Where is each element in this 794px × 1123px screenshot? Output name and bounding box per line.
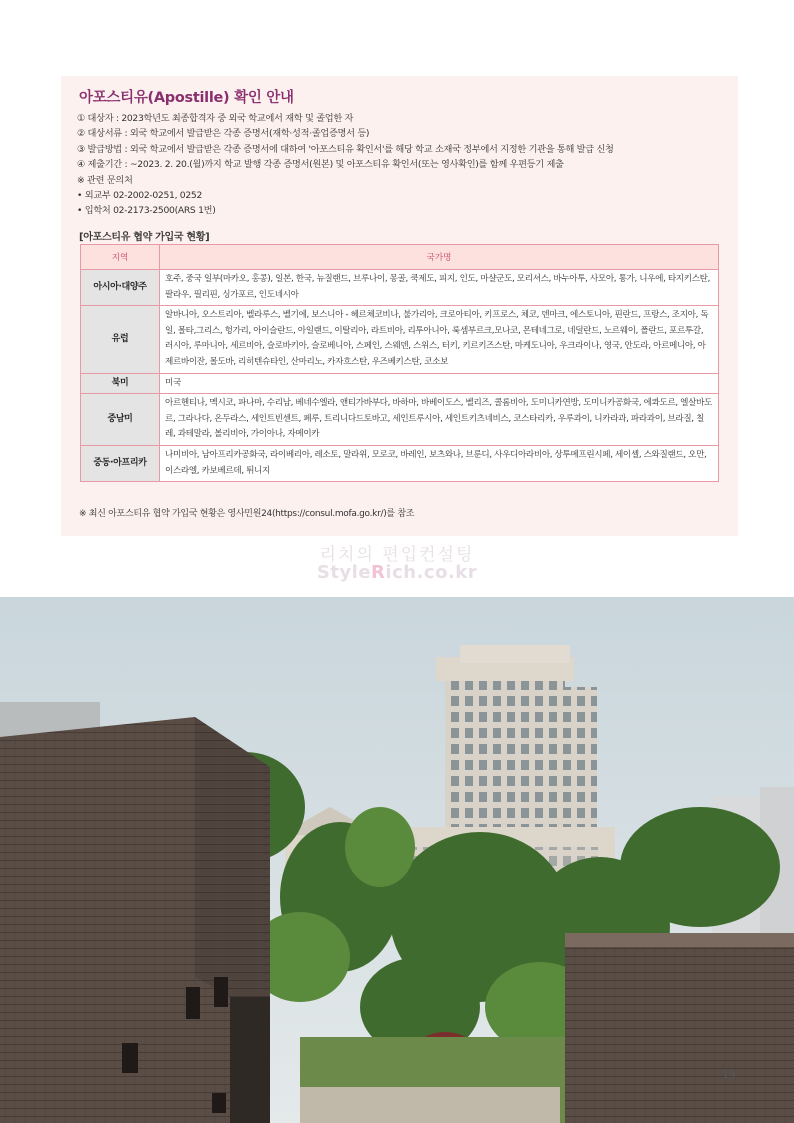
notice-info bbox=[77, 111, 727, 219]
table-header-row bbox=[81, 245, 719, 270]
region-cell: 중동·아프리카 bbox=[81, 445, 160, 481]
header-region: 지역 bbox=[81, 245, 160, 270]
table-row bbox=[81, 445, 719, 481]
region-cell: 유럽 bbox=[81, 306, 160, 373]
notice-title: 아포스티유(Apostille) 확인 안내 bbox=[79, 90, 294, 106]
header-countries: 국가명 bbox=[160, 245, 719, 270]
contact-mofa: • 외교부 02-2002-0251, 0252 bbox=[77, 190, 202, 202]
watermark-brand-highlight: R bbox=[371, 562, 386, 583]
table-footnote: ※ 최신 아포스티유 협약 가입국 현황은 영사민원24(https://consul.mofa.go.kr/)를 참조 bbox=[79, 509, 415, 519]
table-row bbox=[81, 306, 719, 373]
region-cell: 북미 bbox=[81, 373, 160, 394]
region-cell: 아시아·대양주 bbox=[81, 270, 160, 306]
countries-cell: 아르헨티나, 멕시코, 파나마, 수리남, 베네수엘라, 앤티가바부다, 바하마, 바베이도스, 벨리즈, 콜롬비아, 도미니카연방, 도미니카공화국, 에콰도르, 엘살바도르, 그라나다, 온두라스, 세인트빈센트, 페루, 트리니다드토바고, 세인트루시아, 세인트키츠네비스, 코스타리카, 우루과이, 니카라과, 파라과이, 브라질, 칠레, 과테말라, 볼리비아, 가이아나, 자메이카 bbox=[160, 394, 719, 446]
notice-target: ① 대상자 : 2023학년도 최종합격자 중 외국 학교에서 재학 및 졸업한 자 bbox=[77, 113, 354, 124]
watermark-brand-part: ich.co.kr bbox=[385, 562, 478, 583]
member-countries-table bbox=[80, 244, 719, 482]
region-cell: 중남미 bbox=[81, 394, 160, 446]
campus-photo bbox=[0, 597, 794, 1123]
table-row bbox=[81, 270, 719, 306]
contact-admissions: • 입학처 02-2173-2500(ARS 1번) bbox=[77, 205, 216, 217]
notice-method: ③ 발급방법 : 외국 학교에서 발급받은 각종 증명서에 대하여 '아포스티유 확인서'를 해당 학교 소재국 정부에서 지정한 기관을 통해 발급 신청 bbox=[77, 143, 614, 155]
apostille-notice-box bbox=[61, 76, 738, 536]
watermark-korean: 리치의 편입컨설팅 bbox=[319, 545, 475, 565]
countries-cell: 나미비아, 남아프리카공화국, 라이베리아, 레소토, 말라위, 모로코, 바레인, 보츠와나, 브룬디, 사우디아라비아, 상투메프린시페, 세이셸, 스와질랜드, 오만, 이스라엘, 카보베르데, 튀니지 bbox=[160, 445, 719, 481]
watermark-brand bbox=[0, 562, 794, 583]
table-row bbox=[81, 394, 719, 446]
countries-cell: 호주, 중국 일부(마카오, 홍콩), 일본, 한국, 뉴질랜드, 브루나이, 몽골, 쿡제도, 피지, 인도, 마샬군도, 모리셔스, 바누아투, 사모아, 통가, 니우에, 타지키스탄, 팔라우, 필리핀, 싱가포르, 인도네시아 bbox=[160, 270, 719, 306]
watermark-brand-part: Style bbox=[316, 562, 372, 583]
notice-deadline: ④ 제출기간 : ~2023. 2. 20.(월)까지 학교 발행 각종 증명서(원본) 및 아포스티유 확인서(또는 영사확인)를 함께 우편등기 제출 bbox=[77, 159, 564, 171]
member-table-heading: [아포스티유 협약 가입국 현황] bbox=[79, 232, 210, 243]
notice-contact-heading: ※ 관련 문의처 bbox=[77, 174, 133, 186]
page-number: 19 bbox=[722, 1068, 736, 1081]
countries-cell: 미국 bbox=[160, 373, 719, 394]
table-row bbox=[81, 373, 719, 394]
countries-cell: 알바니아, 오스트리아, 벨라루스, 벨기에, 보스니아 - 헤르체코비나, 불가리아, 크로아티아, 키프로스, 체코, 덴마크, 에스토니아, 핀란드, 프랑스, 조지아, 독일, 몰타,그리스, 헝가리, 아이슬란드, 아일랜드, 이탈리아, 라트비아, 리투아니아, 룩셈부르크,모나코, 몬테네그로, 네덜란드, 노르웨이, 폴란드, 포르투갈, 러시아, 루마니아, 세르비아, 슬로바키아, 슬로베니아, 스페인, 스웨덴, 스위스, 터키, 키르키즈스탄, 마케도니아, 우크라이나, 영국, 안도라, 아르메니아, 아제르바이잔, 몰도바, 리히텐슈타인, 산마리노, 카자흐스탄, 우즈베키스탄, 코소보 bbox=[160, 306, 719, 373]
notice-documents: ② 대상서류 : 외국 학교에서 발급받은 각종 증명서(재학·성적·졸업증명서 등) bbox=[77, 128, 370, 140]
